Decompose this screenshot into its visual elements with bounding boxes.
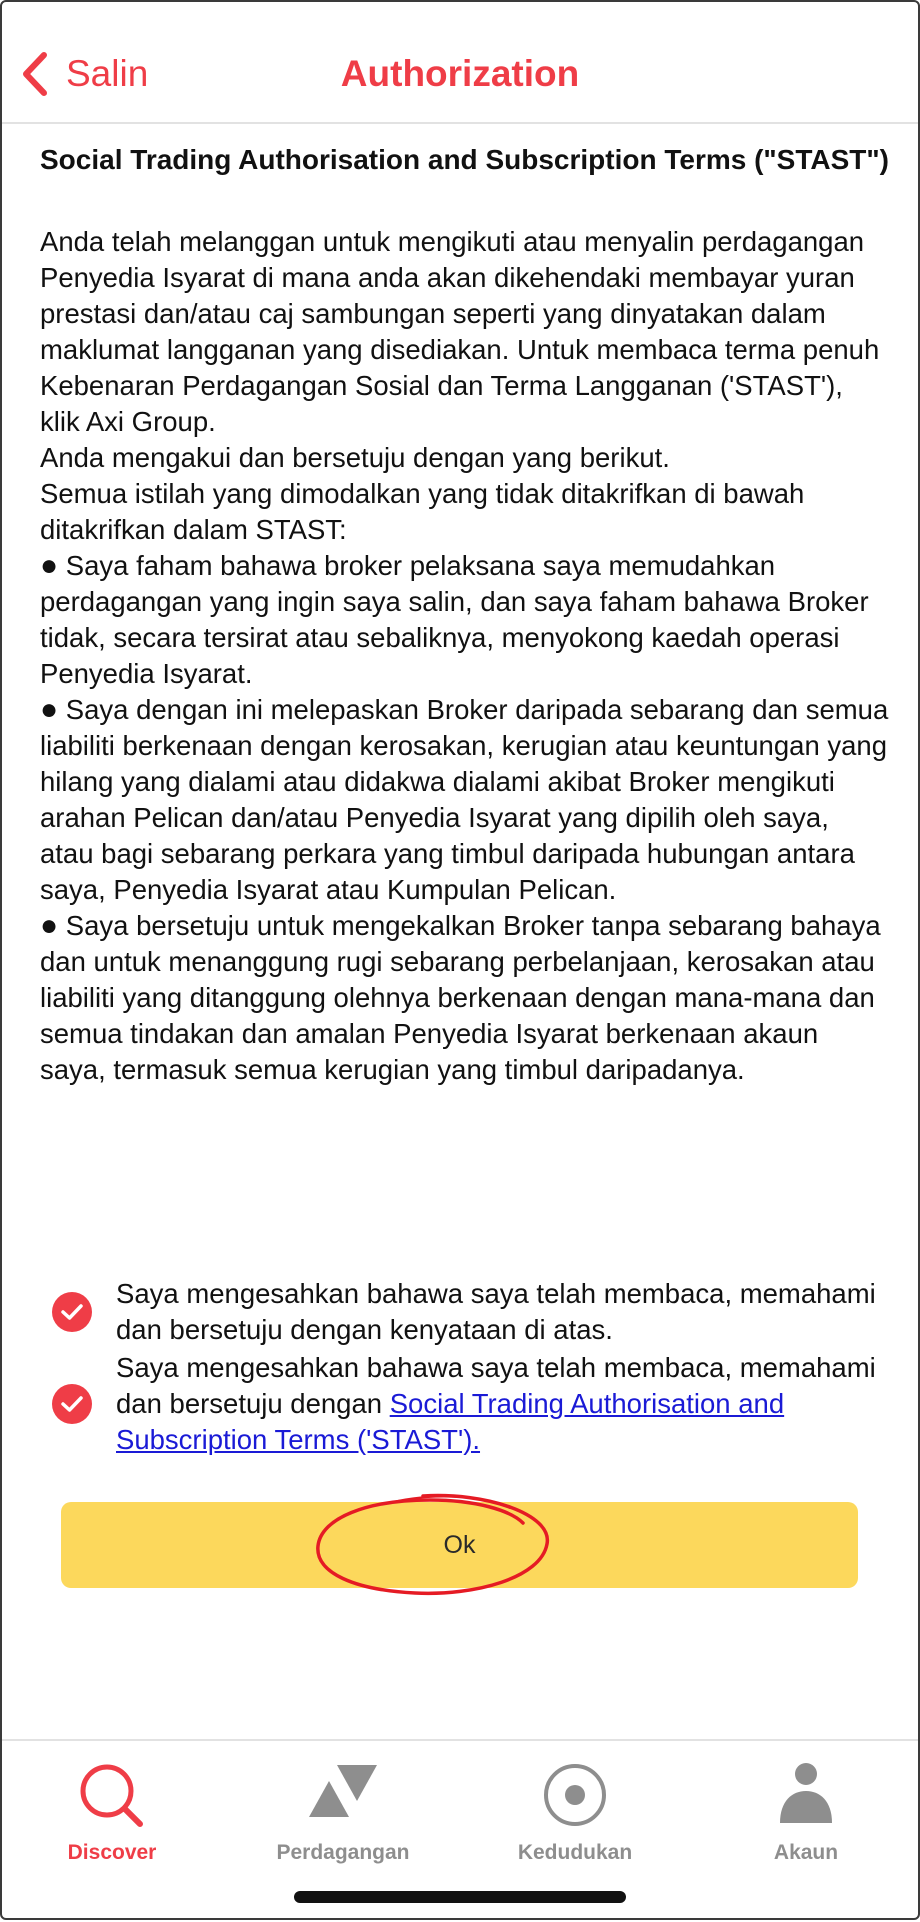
terms-bullet-text: Saya bersetuju untuk mengekalkan Broker tanpa sebarang bahaya dan untuk menanggung rugi sebarang perbelanjaan, kerosakan atau liabiliti yang ditanggung olehnya berkenaan dengan mana-mana dan semua tindakan dan amalan Penyedia Isyarat berkenaan akaun saya, termasuk semua kerugian yang timbul daripadanya. <box>40 910 881 1085</box>
terms-content <box>40 142 890 1088</box>
search-icon <box>77 1761 147 1831</box>
user-icon <box>776 1761 836 1825</box>
terms-body <box>40 224 890 1088</box>
tab-perdagangan[interactable] <box>243 1749 443 1889</box>
tab-kedudukan[interactable] <box>475 1749 675 1889</box>
tab-label: Perdagangan <box>276 1841 410 1864</box>
bullet-icon: ● <box>40 909 59 942</box>
confirm-checkbox-statement[interactable] <box>52 1292 92 1332</box>
tab-label: Akaun <box>773 1841 839 1864</box>
confirm-text-stast-prefix: Saya mengesahkan bahawa saya telah membaca, memahami dan bersetuju dengan <box>116 1352 876 1419</box>
confirm-row-stast <box>52 1350 882 1458</box>
nav-header <box>0 0 920 124</box>
position-target-icon <box>541 1761 609 1829</box>
terms-bullet <box>40 908 890 1088</box>
confirm-checkbox-stast[interactable] <box>52 1384 92 1424</box>
back-label: Salin <box>66 53 149 94</box>
terms-bullet-text: Saya dengan ini melepaskan Broker daripada sebarang dan semua liabiliti berkenaan dengan kerosakan, kerugian atau keuntungan yang hilang yang dialami atau didakwa dialami akibat Broker mengikuti arahan Pelican dan/atau Penyedia Isyarat yang dipilih oleh saya, atau bagi sebarang perkara yang timbul daripada hubungan antara saya, Penyedia Isyarat atau Kumpulan Pelican. <box>40 694 889 905</box>
terms-definitions: Semua istilah yang dimodalkan yang tidak ditakrifkan di bawah ditakrifkan dalam STAST: <box>40 478 805 545</box>
checkmark-icon <box>61 1395 83 1413</box>
confirm-text-stast <box>116 1350 882 1458</box>
checkmark-icon <box>61 1303 83 1321</box>
tab-discover[interactable] <box>12 1749 212 1889</box>
bullet-icon: ● <box>40 693 59 726</box>
confirm-row-statement <box>52 1276 882 1348</box>
tab-label: Kedudukan <box>517 1841 633 1864</box>
terms-title: Social Trading Authorisation and Subscription Terms ("STAST") <box>40 144 889 175</box>
ok-button-label: Ok <box>443 1530 476 1559</box>
terms-bullet <box>40 692 890 908</box>
terms-bullet <box>40 548 890 692</box>
terms-bullet-text: Saya faham bahawa broker pelaksana saya memudahkan perdagangan yang ingin saya salin, dan saya faham bahawa Broker tidak, secara tersirat atau sebaliknya, menyokong kaedah operasi Penyedia Isyarat. <box>40 550 869 689</box>
tab-akaun[interactable] <box>706 1749 906 1889</box>
bullet-icon: ● <box>40 549 59 582</box>
home-indicator <box>294 1891 626 1903</box>
tab-label: Discover <box>67 1841 157 1864</box>
page-title: Authorization <box>340 53 580 94</box>
terms-agree: Anda mengakui dan bersetuju dengan yang berikut. <box>40 442 670 473</box>
stast-terms-link[interactable]: Social Trading Authorisation and Subscription Terms ('STAST'). <box>116 1388 785 1455</box>
ok-button[interactable] <box>61 1502 858 1588</box>
confirm-text-statement: Saya mengesahkan bahawa saya telah membaca, memahami dan bersetuju dengan kenyataan di atas. <box>116 1278 876 1345</box>
trade-triangles-icon <box>305 1761 381 1821</box>
terms-intro: Anda telah melanggan untuk mengikuti atau menyalin perdagangan Penyedia Isyarat di mana anda akan dikehendaki membayar yuran prestasi dan/atau caj sambungan seperti yang dinyatakan dalam maklumat langganan yang disediakan. Untuk membaca terma penuh Kebenaran Perdagangan Sosial dan Terma Langganan ('STAST'), klik Axi Group. <box>40 226 880 437</box>
